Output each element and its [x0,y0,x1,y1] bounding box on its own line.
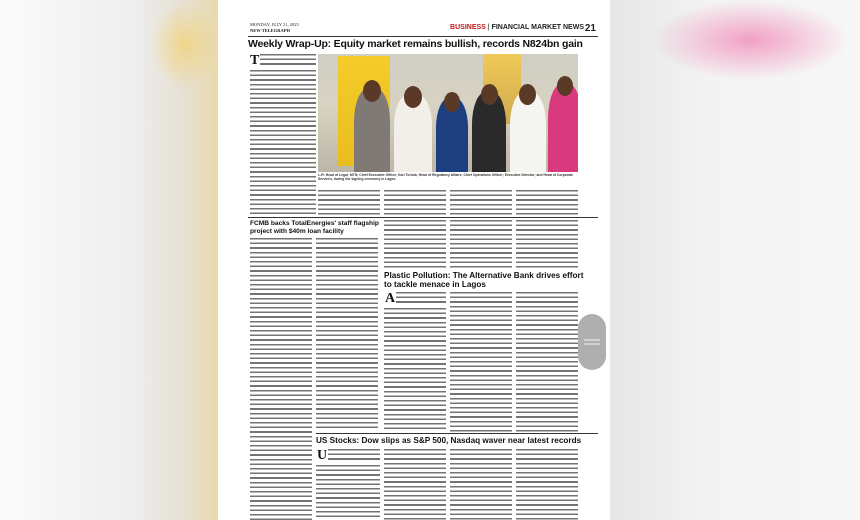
plastic-article-column-2 [450,292,512,432]
main-article-column-5 [516,190,578,216]
publication-name: NEW TELEGRAPH [250,28,290,33]
us-stocks-column-2 [384,449,446,520]
main-article-column-4 [450,190,512,216]
newspaper-page [218,0,610,520]
section-financial: FINANCIAL MARKET NEWS [491,24,584,31]
fcmb-article-column-1 [250,238,312,520]
photo-head-3 [444,92,460,112]
main-headline: Weekly Wrap-Up: Equity market remains bullish, records N824bn gain [248,38,583,50]
plastic-article-column-3 [516,292,578,432]
plastic-article-column-1 [384,308,446,432]
scroll-thumb-icon[interactable] [578,314,606,370]
blurred-background-left [0,0,220,520]
photo-head-4 [481,84,498,105]
photo-caption: L-R: Head of Legal, MTN; Chief Executive Officer, Karl Toriola; Head of Regulatory Affairs; Chief Operations Officer; Executive Director; and Head of Corporate Services, during the signing ceremony in Lagos. [318,173,574,181]
main-article-column-1 [250,70,316,216]
fcmb-headline: FCMB backs TotalEnergies' staff flagship project with $40m loan facility [250,220,379,235]
section-label [450,24,584,31]
us-stocks-headline: US Stocks: Dow slips as S&P 500, Nasdaq waver near latest records [316,436,582,445]
photo-head-6 [557,76,573,96]
section-business: BUSINESS [450,24,486,31]
section-rule-1 [248,217,598,218]
main-dropcap: T [250,53,260,68]
blurred-glow [150,0,220,90]
plastic-dropcap: A [385,291,396,306]
photo-head-1 [363,80,381,102]
page-number: 21 [584,23,596,34]
us-stocks-column-3 [450,449,512,520]
fcmb-article-column-2 [316,238,378,428]
continuation-column-3 [516,220,578,268]
plastic-lead-text [396,292,446,306]
us-stocks-column-4 [516,449,578,520]
photo-head-5 [519,84,536,105]
photo-person-6 [548,84,578,172]
main-article-column-3 [384,190,446,216]
blurred-background-right [610,0,860,520]
photo-head-2 [404,86,422,108]
scroll-grip-line-1 [584,339,600,341]
continuation-column-1 [384,220,446,268]
masthead-rule [248,36,598,37]
blurred-pink-glow [650,0,850,80]
plastic-headline: Plastic Pollution: The Alternative Bank drives effort to tackle menace in Lagos [384,271,584,290]
us-stocks-dropcap: U [317,448,328,463]
masthead [248,20,598,36]
continuation-column-2 [450,220,512,268]
page-content [248,20,598,520]
section-rule-2 [316,433,598,434]
main-article-column-2 [318,190,380,216]
main-lead-text [260,54,316,68]
scroll-grip-line-2 [584,343,600,345]
issue-date: MONDAY, JULY 21, 2025 [250,22,299,27]
us-stocks-lead-text [328,449,380,463]
news-photo [318,54,578,172]
section-separator: | [487,24,490,31]
us-stocks-column-1 [316,465,380,520]
